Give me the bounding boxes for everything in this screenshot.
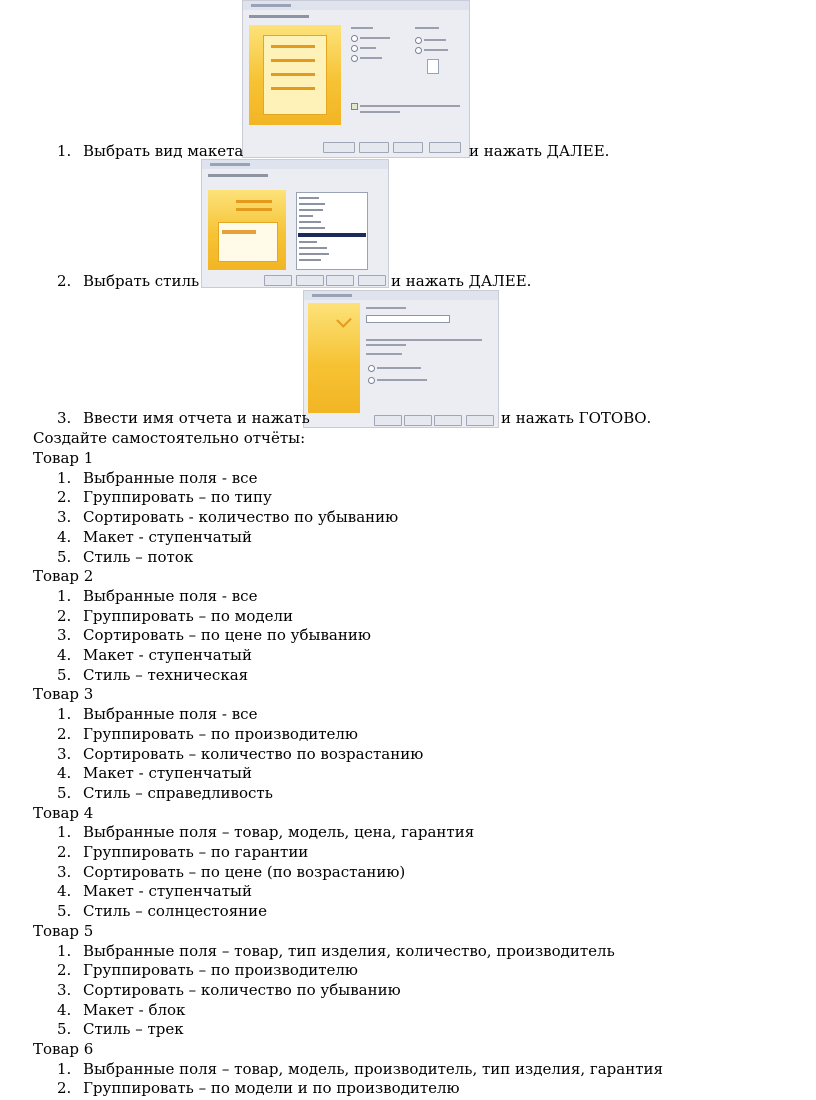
dialog-subtitle bbox=[208, 174, 268, 177]
back-button bbox=[359, 142, 389, 153]
dialog-titlebar bbox=[243, 1, 469, 10]
style-wizard-screenshot bbox=[201, 159, 389, 288]
next-button bbox=[326, 275, 354, 286]
layout-wizard-screenshot bbox=[242, 0, 470, 158]
back-button bbox=[296, 275, 324, 286]
style-list bbox=[296, 192, 368, 270]
dialog-subtitle bbox=[249, 15, 309, 18]
finish-button bbox=[358, 275, 386, 286]
back-button bbox=[404, 415, 432, 426]
finish-wizard-screenshot bbox=[303, 290, 499, 428]
finish-button bbox=[429, 142, 461, 153]
next-button bbox=[434, 415, 462, 426]
style-preview-panel bbox=[208, 190, 286, 270]
orientation-icon bbox=[427, 59, 439, 74]
cancel-button bbox=[323, 142, 355, 153]
cancel-button bbox=[264, 275, 292, 286]
finish-button bbox=[466, 415, 494, 426]
dialog-titlebar bbox=[304, 291, 498, 300]
finish-preview-panel bbox=[308, 303, 360, 413]
report-name-input bbox=[366, 315, 450, 323]
cancel-button bbox=[374, 415, 402, 426]
next-button bbox=[393, 142, 423, 153]
dialog-titlebar bbox=[202, 160, 388, 169]
layout-preview-panel bbox=[249, 25, 341, 125]
